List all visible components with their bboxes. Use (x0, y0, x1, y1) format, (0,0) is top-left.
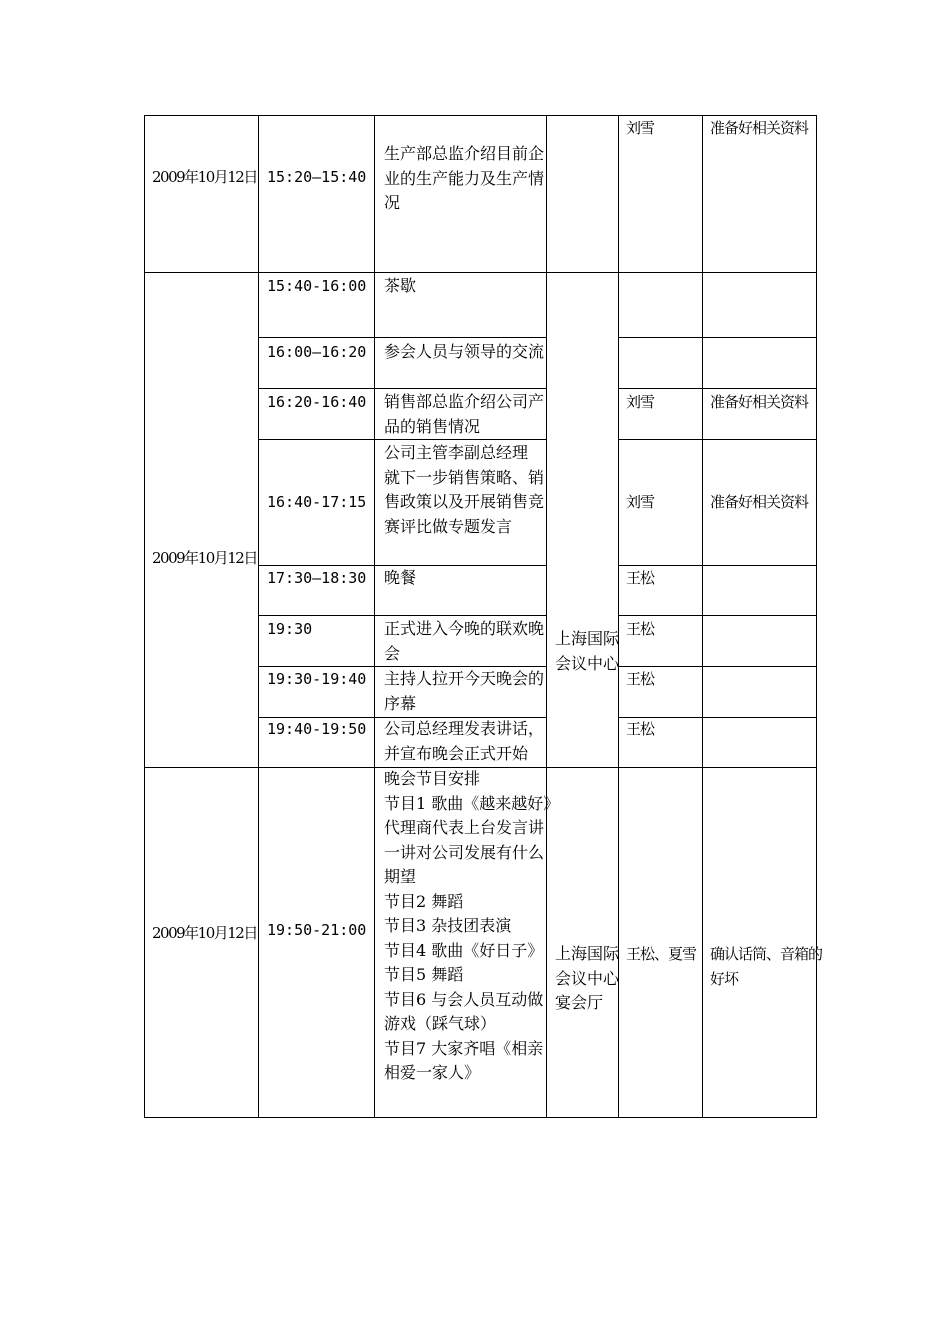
time-cell: 16:20-16:40 (267, 393, 367, 411)
agenda-cell: 销售部总监介绍公司产 品的销售情况 (384, 392, 545, 436)
place-cell-merged: 上海国际 会议中心 (555, 629, 620, 673)
note-cell: 准备好相关资料 (710, 119, 809, 137)
agenda-cell: 生产部总监介绍目前企 业的生产能力及生产情 况 (384, 144, 545, 212)
time-cell: 19:50-21:00 (267, 921, 367, 939)
time-cell: 15:20—15:40 (267, 168, 367, 186)
person-cell: 王松 (626, 720, 655, 738)
time-cell: 16:00—16:20 (267, 343, 367, 361)
agenda-cell: 公司总经理发表讲话， 并宣布晚会正式开始 (384, 719, 545, 763)
agenda-cell: 主持人拉开今天晚会的 序幕 (384, 669, 545, 713)
time-cell: 19:30-19:40 (267, 670, 367, 688)
person-cell: 刘雪 (626, 119, 655, 137)
agenda-cell: 晚会节目安排 节目1 歌曲《越来越好》 代理商代表上台发言讲 一讲对公司发展有什么 期望 节目2 舞蹈 节目3 杂技团表演 节目4 歌曲《好日子》 节目5 舞蹈 节目6 与会人员互动做 游戏（踩气球） 节目7 大家齐唱《相亲 相爱一家人》 (384, 769, 560, 1082)
person-cell: 刘雪 (626, 493, 655, 511)
note-cell: 准备好相关资料 (710, 493, 809, 511)
time-cell: 16:40-17:15 (267, 493, 367, 511)
date-cell-merged: 2009年10月12日 (152, 549, 257, 567)
time-cell: 19:40-19:50 (267, 720, 367, 738)
date-cell: 2009年10月12日 (152, 168, 257, 186)
agenda-cell: 公司主管李副总经理 就下一步销售策略、销 售政策以及开展销售竞 赛评比做专题发言 (384, 443, 545, 536)
agenda-cell: 参会人员与领导的交流 (384, 342, 545, 361)
person-cell: 王松 (626, 620, 655, 638)
note-cell: 准备好相关资料 (710, 393, 809, 411)
date-cell: 2009年10月12日 (152, 924, 257, 942)
person-cell: 王松 (626, 569, 655, 587)
person-cell: 王松、夏雪 (626, 945, 697, 963)
agenda-cell: 正式进入今晚的联欢晚 会 (384, 619, 545, 663)
time-cell: 19:30 (267, 620, 313, 638)
person-cell: 刘雪 (626, 393, 655, 411)
person-cell: 王松 (626, 670, 655, 688)
note-cell: 确认话筒、音箱的 好坏 (710, 945, 823, 988)
agenda-cell: 茶歇 (384, 276, 417, 295)
agenda-cell: 晚餐 (384, 568, 417, 587)
place-cell: 上海国际 会议中心 宴会厅 (555, 944, 620, 1012)
time-cell: 15:40-16:00 (267, 277, 367, 295)
time-cell: 17:30—18:30 (267, 569, 367, 587)
